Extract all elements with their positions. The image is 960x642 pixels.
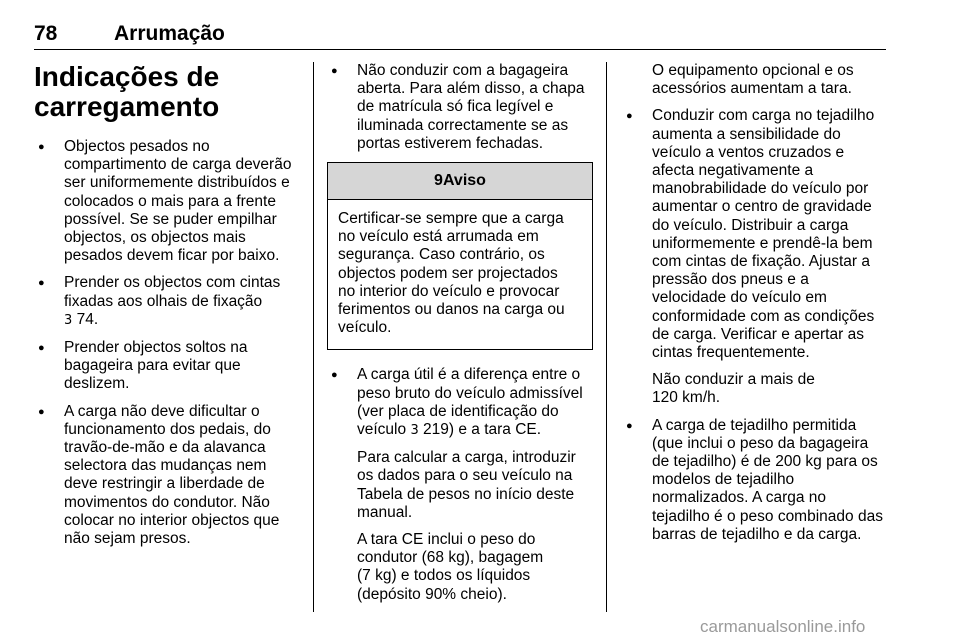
bullet-list [327, 62, 593, 153]
text-line: manual. [357, 503, 413, 521]
page-reference[interactable]: 219) e a tara CE. [423, 421, 542, 439]
text-line: ● A carga útil é a diferença entre o [357, 366, 581, 384]
bullet-list [34, 138, 300, 548]
text-line: compartimento de carga deverão [64, 156, 292, 174]
text-line: veículo a ventos cruzados e [652, 143, 845, 161]
list-item [34, 274, 300, 330]
text-line: afecta negativamente a [652, 162, 814, 180]
text-line: velocidade do veículo em [652, 289, 827, 307]
text-line: com cintas de fixação. Ajustar a [652, 253, 870, 271]
text-line: possível. Se se puder empilhar [64, 210, 277, 228]
column-divider-2 [606, 62, 607, 612]
text-line: uniformemente e prendê-la bem [652, 234, 873, 252]
text-line: ● Conduzir com carga no tejadilho [652, 107, 875, 125]
text-line: barras de tejadilho e da carga. [652, 525, 862, 543]
text-line: (ver placa de identificação do [357, 402, 559, 420]
list-item [34, 138, 300, 265]
text-line: no veículo está arrumada em [338, 228, 539, 246]
text-line: Não conduzir a mais de [652, 371, 815, 389]
list-item [327, 62, 593, 153]
text-line: Tabela de pesos no início deste [357, 485, 575, 503]
watermark: carmanualsonline.info [700, 617, 866, 636]
text-line: deve restringir a liberdade de [64, 475, 265, 493]
warning-icon: 9 [434, 172, 443, 190]
paragraph [357, 449, 593, 522]
list-item [34, 403, 300, 549]
list-item [622, 417, 888, 544]
list-item [622, 107, 888, 407]
text-line: normalizados. A carga no [652, 489, 827, 507]
header-rule [34, 49, 886, 50]
text-line: colocar no interior objectos que [64, 511, 280, 529]
text-line: no interior do veículo e provocar [338, 282, 560, 300]
text-line: aumentar o centro de gravidade [652, 198, 872, 216]
text-line: (7 kg) e todos os líquidos [357, 567, 531, 585]
text-line: ● A carga de tejadilho permitida [652, 416, 857, 434]
text-line: selectora das mudanças nem [64, 457, 267, 475]
text-line: deslizem. [64, 375, 130, 393]
warning-title: Aviso [442, 172, 486, 190]
text-line: Certificar-se sempre que a carga [338, 210, 564, 228]
text-line: aberta. Para além disso, a chapa [357, 80, 585, 98]
text-line: segurança. Caso contrário, os [338, 246, 545, 264]
warning-body [328, 200, 592, 349]
page-reference-icon: 3 [410, 423, 419, 439]
heading-line: carregamento [34, 91, 220, 122]
page-reference-icon: 3 [64, 312, 73, 328]
text-line: de carga. Verificar e apertar as [652, 325, 864, 343]
text-line: portas estiverem fechadas. [357, 134, 544, 152]
text-line: travão-de-mão e da alavanca [64, 439, 266, 457]
text-line: peso bruto do veículo admissível [357, 384, 583, 402]
text-line: pressão dos pneus e a [652, 271, 809, 289]
text-line: do veículo. Distribuir a carga [652, 216, 849, 234]
text-line: fixadas aos olhais de fixação [64, 292, 263, 310]
column-2 [327, 62, 593, 613]
text-line: (depósito 90% cheio). [357, 585, 507, 603]
text-line: ● Não conduzir com a bagageira [357, 62, 569, 79]
page-header [34, 22, 886, 50]
column-divider-1 [313, 62, 314, 612]
paragraph [622, 62, 888, 98]
text-line: iluminada correctamente se as [357, 116, 569, 134]
text-line: ● A carga não deve dificultar o [64, 402, 260, 420]
warning-header [328, 163, 592, 200]
text-line: movimentos do condutor. Não [64, 493, 270, 511]
text-line: ● Prender objectos soltos na [64, 339, 248, 357]
page-number: 78 [34, 22, 58, 45]
text-line: tejadilho é o peso combinado das [652, 507, 883, 525]
text-line: não sejam presos. [64, 530, 191, 548]
text-line: bagageira para evitar que [64, 357, 241, 375]
text-line: veículo. [338, 319, 392, 337]
list-item [34, 339, 300, 394]
text-line: os dados para o seu veículo na [357, 467, 573, 485]
text-line: condutor (68 kg), bagagem [357, 549, 544, 567]
chapter-title: Arrumação [114, 22, 225, 45]
text-line: funcionamento dos pedais, do [64, 420, 271, 438]
text-line: ferimentos ou danos na carga ou [338, 301, 565, 319]
column-1 [34, 62, 300, 557]
text-line: A tara CE inclui o peso do [357, 531, 536, 549]
text-line: conformidade com as condições [652, 307, 875, 325]
bullet-list [622, 107, 888, 544]
column-3 [622, 62, 888, 553]
text-line: de matrícula só fica legível e [357, 98, 554, 116]
list-item [327, 366, 593, 603]
paragraph [357, 531, 593, 604]
text-line: cintas frequentemente. [652, 344, 810, 362]
heading-line: Indicações de [34, 61, 220, 92]
page-reference[interactable]: 74. [76, 310, 99, 328]
text-line: pesados devem ficar por baixo. [64, 247, 280, 265]
warning-box [327, 162, 593, 350]
text-line [64, 311, 300, 330]
text-line: objectos podem ser projectados [338, 264, 558, 282]
text-line: (que inclui o peso da bagageira [652, 434, 869, 452]
text-line: acessórios aumentam a tara. [652, 80, 852, 98]
text-line: Para calcular a carga, introduzir [357, 449, 576, 467]
text-line: de tejadilho) é de 200 kg para os [652, 453, 878, 471]
text-line: aumenta a sensibilidade do [652, 125, 841, 143]
text-line: objectos, os objectos mais [64, 229, 246, 247]
text-line: ser uniformemente distribuídos e [64, 174, 290, 192]
text-line: colocados o mais para a frente [64, 192, 276, 210]
paragraph [652, 371, 888, 407]
text-line: 120 km/h. [652, 389, 721, 407]
section-heading [34, 62, 300, 122]
text-line: O equipamento opcional e os [652, 62, 854, 79]
text-line: manobrabilidade do veículo por [652, 180, 869, 198]
text-line [357, 421, 593, 440]
text-line: modelos de tejadilho [652, 471, 795, 489]
bullet-list [327, 366, 593, 603]
text-fragment: veículo [357, 421, 407, 439]
text-line: ● Prender os objectos com cintas [64, 274, 281, 292]
text-line: ● Objectos pesados no [64, 138, 210, 155]
